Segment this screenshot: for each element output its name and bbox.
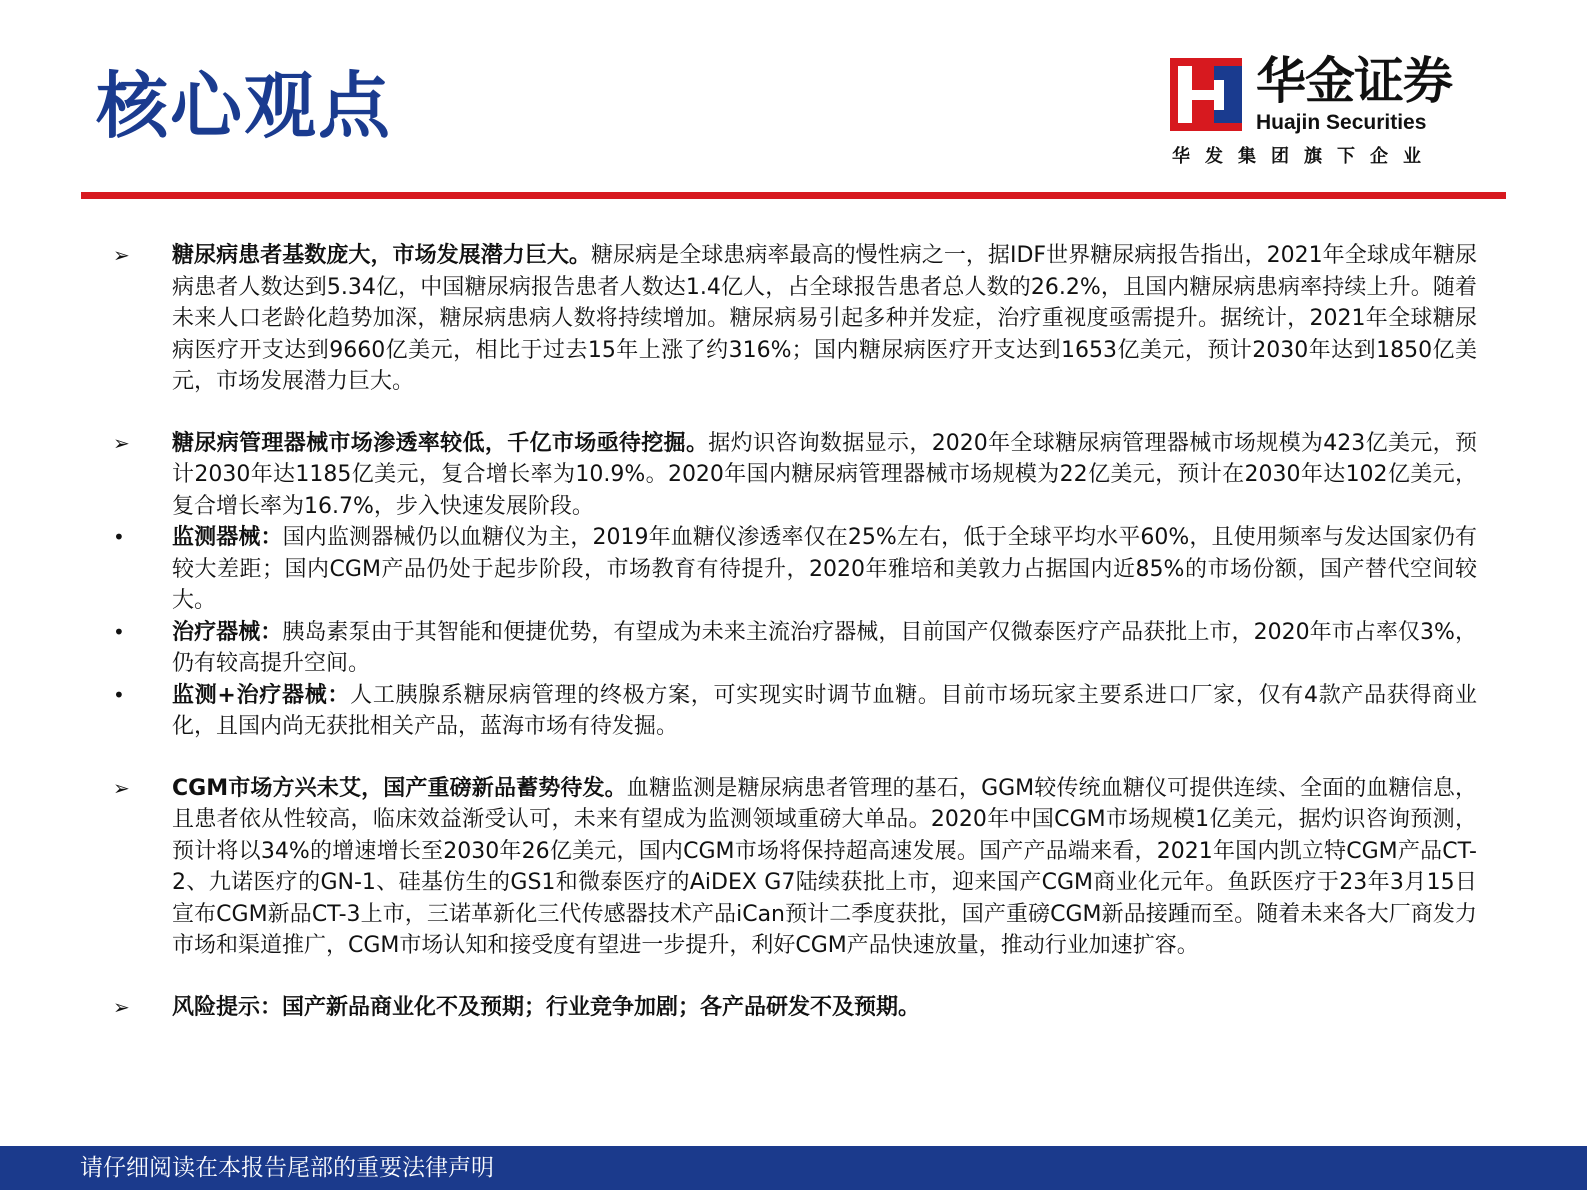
sub-point-text: 国内监测器械仍以血糖仪为主，2019年血糖仪渗透率仅在25%左右，低于全球平均水平60%，且使用频率与发达国家仍有较大差距；国内CGM产品仍处于起步阶段，市场教育有待提升，2020年雅培和美敦力占据国内近85%的市场份额，国产替代空间较大。 bbox=[172, 525, 1477, 613]
sub-point-text: 胰岛素泵由于其智能和便捷优势，有望成为未来主流治疗器械，目前国产仅微泰医疗产品获批上市，2020年市占率仅3%，仍有较高提升空间。 bbox=[172, 619, 1477, 676]
sub-point bbox=[111, 522, 1477, 617]
key-point-heading: 糖尿病患者基数庞大，市场发展潜力巨大。 bbox=[172, 243, 591, 268]
sub-point-heading: 治疗器械： bbox=[172, 619, 283, 645]
footer-bar bbox=[0, 1146, 1587, 1190]
arrow-bullet-icon: ➢ bbox=[113, 430, 130, 455]
key-point-text: 据灼识咨询数据显示，2020年全球糖尿病管理器械市场规模为423亿美元，预计2030年达1185亿美元，复合增长率为10.9%。2020年国内糖尿病管理器械市场规模为22亿美元，预计在2030年达102亿美元，复合增长率为16.7%，步入快速发展阶段。 bbox=[172, 430, 1477, 519]
sub-point-heading: 监测+治疗器械： bbox=[172, 682, 351, 708]
risk-warning-text: 风险提示：国产新品商业化不及预期；行业竞争加剧；各产品研发不及预期。 bbox=[172, 994, 921, 1020]
key-point bbox=[111, 428, 1477, 523]
key-point bbox=[111, 773, 1477, 962]
dot-bullet-icon: • bbox=[113, 682, 125, 707]
header-divider bbox=[81, 192, 1506, 199]
legal-notice: 请仔细阅读在本报告尾部的重要法律声明 bbox=[80, 1155, 494, 1181]
logo-subtitle: 华发集团旗下企业 bbox=[1172, 146, 1436, 167]
company-logo bbox=[1170, 52, 1470, 178]
arrow-bullet-icon: ➢ bbox=[113, 994, 130, 1019]
key-point bbox=[111, 240, 1477, 398]
key-point-heading: CGM市场方兴未艾，国产重磅新品蓄势待发。 bbox=[172, 775, 627, 801]
sub-point bbox=[111, 680, 1477, 743]
dot-bullet-icon: • bbox=[113, 525, 125, 549]
dot-bullet-icon: • bbox=[113, 619, 125, 644]
key-points bbox=[111, 240, 1477, 1023]
logo-name-en: Huajin Securities bbox=[1256, 111, 1427, 134]
arrow-bullet-icon: ➢ bbox=[113, 243, 130, 267]
risk-warning bbox=[111, 992, 1477, 1024]
page-title: 核心观点 bbox=[96, 64, 393, 148]
huajin-logo-mark-icon bbox=[1170, 58, 1242, 131]
key-point-heading: 糖尿病管理器械市场渗透率较低，千亿市场亟待挖掘。 bbox=[172, 430, 709, 456]
sub-point-heading: 监测器械： bbox=[172, 525, 283, 550]
sub-point-text: 人工胰腺系糖尿病管理的终极方案，可实现实时调节血糖。目前市场玩家主要系进口厂家，仅有4款产品获得商业化，且国内尚无获批相关产品，蓝海市场有待发掘。 bbox=[172, 682, 1477, 739]
logo-name-cn: 华金证券 bbox=[1256, 52, 1452, 110]
sub-point bbox=[111, 617, 1477, 680]
arrow-bullet-icon: ➢ bbox=[113, 775, 130, 800]
key-point-text: 糖尿病是全球患病率最高的慢性病之一，据IDF世界糖尿病报告指出，2021年全球成年糖尿病患者人数达到5.34亿，中国糖尿病报告患者人数达1.4亿人，占全球报告患者总人数的26.2%，且国内糖尿病患病率持续上升。随着未来人口老龄化趋势加深，糖尿病患病人数将持续增加。糖尿病易引起多种并发症，治疗重视度亟需提升。据统计，2021年全球糖尿病医疗开支达到9660亿美元，相比于过去15年上涨了约316%；国内糖尿病医疗开支达到1653亿美元，预计2030年达到1850亿美元，市场发展潜力巨大。 bbox=[172, 243, 1477, 394]
key-point-text: 血糖监测是糖尿病患者管理的基石，GGM较传统血糖仪可提供连续、全面的血糖信息，且患者依从性较高，临床效益渐受认可，未来有望成为监测领域重磅大单品。2020年中国CGM市场规模1亿美元，据灼识咨询预测，预计将以34%的增速增长至2030年26亿美元，国内CGM市场将保持超高速发展。国产产品端来看，2021年国内凯立特CGM产品CT-2、九诺医疗的GN-1、硅基仿生的GS1和微泰医疗的AiDEX G7陆续获批上市，迎来国产CGM商业化元年。鱼跃医疗于23年3月15日宣布CGM新品CT-3上市，三诺革新化三代传感器技术产品iCan预计二季度获批，国产重磅CGM新品接踵而至。随着未来各大厂商发力市场和渠道推广，CGM市场认知和接受度有望进一步提升，利好CGM产品快速放量，推动行业加速扩容。 bbox=[172, 775, 1477, 958]
